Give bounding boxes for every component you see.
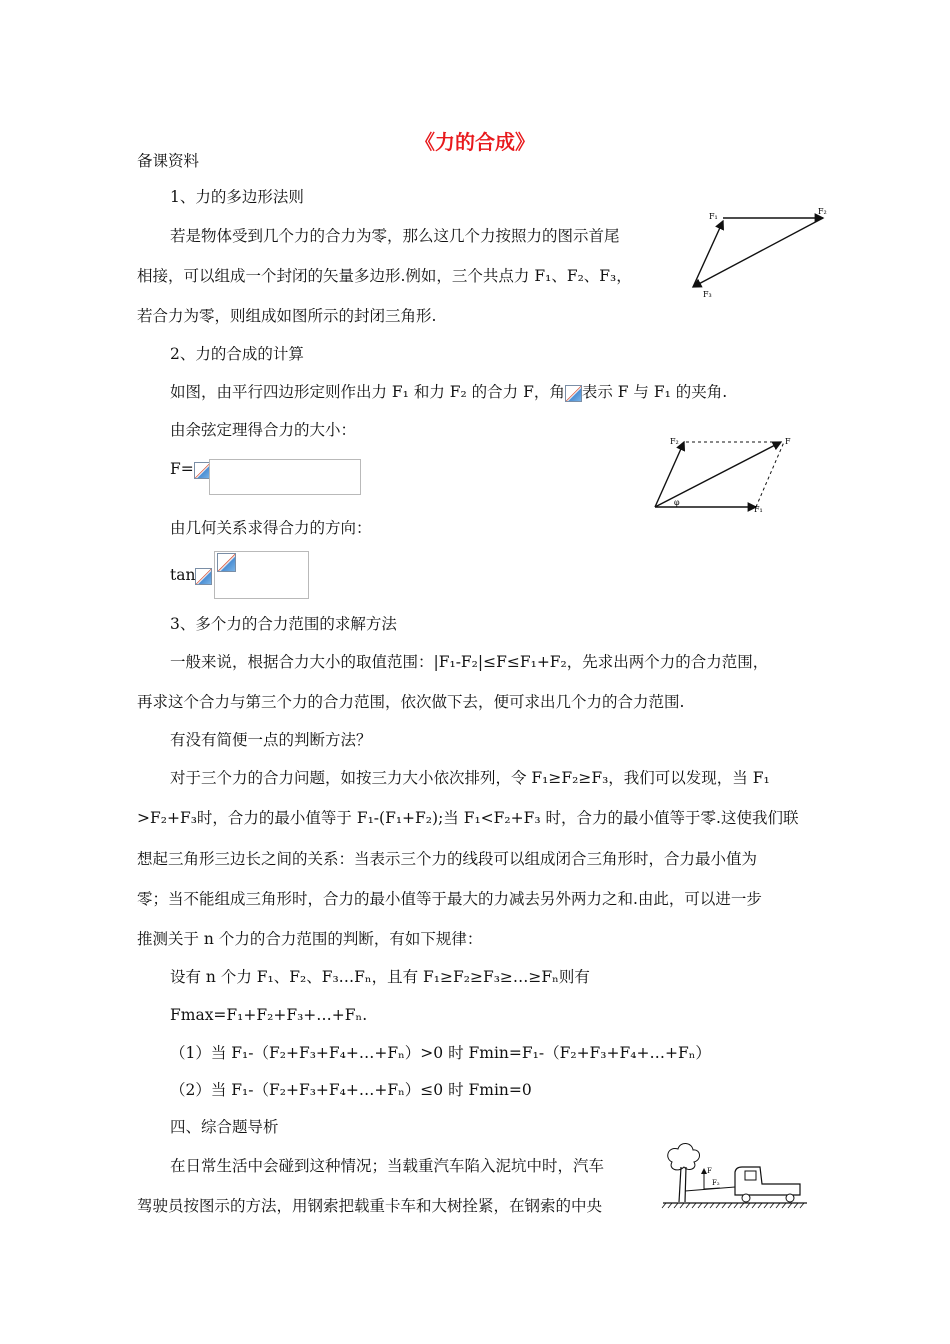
truck-wheel [742, 1194, 750, 1202]
label-f2: F₂ [712, 1179, 720, 1187]
tree-trunk [679, 1167, 681, 1202]
heading-range-method: 3、多个力的合力范围的求解方法 [170, 615, 397, 633]
label-f1: F₁ [754, 505, 763, 514]
label-f2: F₂ [670, 437, 679, 446]
tree-trunk [685, 1167, 686, 1202]
paragraph-line [170, 382, 727, 402]
label-f3: F₃ [703, 290, 712, 299]
equation-lhs: F= [170, 460, 194, 478]
formula-case-1: （1）当 F₁-（F₂+F₃+F₄+…+Fₙ）>0 时 Fmin=F₁-（F₂+F₃+F₄+…+Fₙ） [170, 1044, 711, 1062]
tree-crown [668, 1143, 700, 1169]
equation-magnitude [170, 459, 211, 479]
paragraph-line: 再求这个合力与第三个力的合力范围，依次做下去，便可求出几个力的合力范围. [137, 693, 685, 711]
label-f: F [707, 1167, 712, 1175]
label-f2: F₂ [818, 207, 827, 216]
label-f: F [785, 437, 791, 446]
truck-tree-figure [660, 1140, 810, 1215]
dashed-edge [756, 442, 784, 507]
heading-calculation: 2、力的合成的计算 [170, 345, 304, 363]
paragraph-line: 设有 n 个力 F₁、F₂、F₃…Fₙ，且有 F₁≥F₂≥F₃≥…≥Fₙ则有 [170, 968, 590, 986]
heading-polygon-rule: 1、力的多边形法则 [170, 188, 304, 206]
paragraph-line: 想起三角形三边长之间的关系：当表示三个力的线段可以组成闭合三角形时，合力最小值为 [137, 850, 758, 868]
text-segment: 表示 F 与 F₁ 的夹角. [581, 383, 728, 401]
paragraph-line: 有没有简便一点的判断方法？ [170, 731, 372, 749]
paragraph-line: 零；当不能组成三角形时，合力的最小值等于最大的力减去另外两力之和.由此，可以进一步 [137, 890, 762, 908]
paragraph-line: 由几何关系求得合力的方向： [170, 519, 372, 537]
text-segment: 如图，由平行四边形定则作出力 F₁ 和力 F₂ 的合力 F，角 [170, 383, 565, 401]
label-angle: φ [674, 498, 680, 507]
angle-image-icon [195, 568, 212, 585]
paragraph-line: 一般来说，根据合力大小的取值范围：|F₁-F₂|≤F≤F₁+F₂，先求出两个力的合力范围， [170, 653, 769, 671]
parallelogram-figure [650, 430, 800, 515]
ground-hatch [662, 1203, 804, 1208]
force-vector [693, 218, 823, 287]
formula-fmax: Fmax=F₁+F₂+F₃+…+Fₙ. [170, 1006, 368, 1024]
equation-lhs: tan [170, 566, 196, 584]
paragraph-line: 由余弦定理得合力的大小： [170, 421, 357, 439]
paragraph-line: 在日常生活中会碰到这种情况；当载重汽车陷入泥坑中时，汽车 [170, 1157, 605, 1175]
equation-image-icon [217, 553, 236, 572]
paragraph-line: 对于三个力的合力问题，如按三力大小依次排列，令 F₁≥F₂≥F₃，我们可以发现，当 F₁ [170, 769, 770, 787]
paragraph-line: 相接，可以组成一个封闭的矢量多边形.例如，三个共点力 F₁、F₂、F₃， [137, 267, 632, 285]
paragraph-line: 推测关于 n 个力的合力范围的判断，有如下规律： [137, 930, 483, 948]
paragraph-line: >F₂+F₃时，合力的最小值等于 F₁-(F₁+F₂);当 F₁<F₂+F₃ 时，合力的最小值等于零.这使我们联 [137, 809, 799, 827]
force-triangle-figure [685, 203, 835, 303]
paragraph-line: 驾驶员按图示的方法，用钢索把载重卡车和大树拴紧，在钢索的中央 [137, 1197, 603, 1215]
angle-image-icon [565, 385, 582, 402]
document-title: 《力的合成》 [415, 130, 535, 154]
force-vector [693, 221, 723, 287]
label-f1: F₁ [709, 212, 718, 221]
formula-case-2: （2）当 F₁-（F₂+F₃+F₄+…+Fₙ）≤0 时 Fmin=0 [170, 1081, 532, 1099]
equation-image-frame [209, 459, 361, 495]
paragraph-line: 若合力为零，则组成如图所示的封闭三角形. [137, 307, 437, 325]
force-vector [655, 442, 684, 507]
section-label: 备课资料 [137, 152, 200, 170]
heading-comprehensive: 四、综合题导析 [170, 1118, 279, 1136]
truck-window [745, 1171, 756, 1180]
paragraph-line: 若是物体受到几个力的合力为零，那么这几个力按照力的图示首尾 [170, 227, 620, 245]
truck-wheel [786, 1194, 794, 1202]
